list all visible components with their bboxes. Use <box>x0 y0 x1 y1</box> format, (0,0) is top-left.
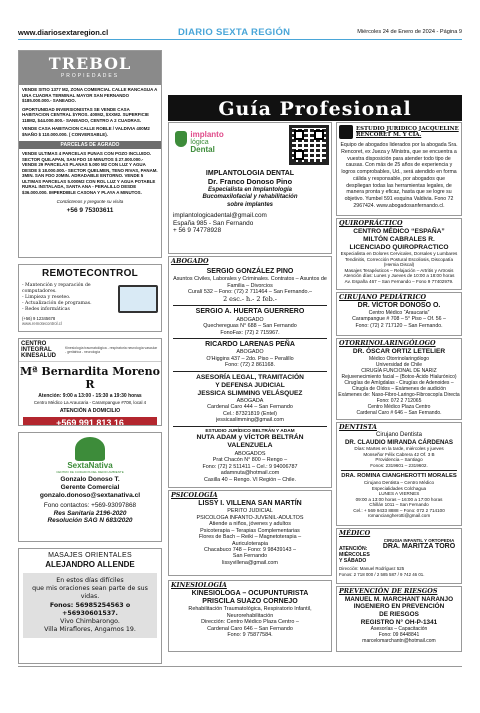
service-item: - Actualización de programas. <box>22 300 92 306</box>
implanto-logo-3: Dental <box>190 145 215 154</box>
quiro-name1: CENTRO MÉDICO “ESPAÑA” <box>353 227 445 235</box>
allende-box-line1: En estos días difíciles <box>56 576 124 584</box>
trebol-contact: Contáctenos y pregunte su visita <box>56 199 124 204</box>
dentista-l1: Días: Martes en la tarde, miércoles y jueves <box>354 446 444 452</box>
remotecontrol-phone[interactable]: (+56) 9 12345678 <box>22 316 56 321</box>
service-item: - Mantención y reparación de computadores. <box>22 283 91 294</box>
abogado-section <box>168 256 332 488</box>
psicologia-heading: PSICOLOGÍA <box>171 491 218 499</box>
parcelas-text: VENDE ULTIMAS 4 PARCELAS PUNAS CON POZO INCLUIDO. SECTOR QUILAPAN, SAN FDO 10 MINUTOS $ 27.000.000.- VENDE 29 PARCELAS PLANAS 5.000 M2 CON LUZ Y AGUA DESDE $ 18.000.000.- SECTOR QUELMEN, TENO RIVAS, PANAM. 3MIN. SAN FDO 20MIN. ADRADABLE ENTORNO. VENDE 5 ULTIMAS PARCELAS 5.000M2 CON ROL LUZ Y AGUA POTABLE RURAL INSTALADA, SANTA ANA - PERALILLO DESDE $36.000.000. IMPERDIBLE CASONA Y PLAYA A MINUTOS. <box>22 151 158 195</box>
kinesalud-tagline: Kinesiología traumatológica - respiratoria neurología vascular - geriátrica - neurología <box>65 345 158 354</box>
nuta-role: ABOGADOS <box>234 450 266 457</box>
gonzalez-hours: 2 esc.- h.- 2 feb.- <box>223 294 277 303</box>
sextanativa-res1: Res Sanitaria 2196-2020 <box>53 509 127 517</box>
divider <box>173 426 327 427</box>
sextanativa-brand: SextaNativa <box>67 461 113 470</box>
psicologia-l6: Chacabuco 748 – Fono: 9 98439143 – <box>203 546 296 553</box>
date-page: Miércoles 24 de Enero de 2024 - Página 9 <box>357 29 462 35</box>
otorrino-l4: Rejuvenecimiento facial – (Botox-Ácido Hialurónico) <box>341 373 457 380</box>
larenas-role: ABOGADO <box>236 349 264 356</box>
kine-l3: Dirección: Centro Médico Plaza Centro – <box>201 619 299 626</box>
medico-section <box>336 528 462 584</box>
psicologia-role: PERITO JUDICIAL <box>227 508 273 515</box>
header-rule <box>18 39 462 40</box>
riesgos-name3: DE RIESGOS <box>379 611 419 619</box>
psicologia-l8[interactable]: lissyvillena@gmail.com <box>222 559 278 566</box>
quiro-l4: Av. España 467 – San Fernando – Fono 9 77402979. <box>344 278 454 284</box>
kine-l2: Neurorehabilitación <box>226 612 274 619</box>
medico-head: CIRUGIA INFANTIL Y ORTOPEDIA <box>383 537 455 543</box>
medico-days <box>337 546 377 565</box>
otorrino-l8: Fono: 072 2 712065 <box>376 397 422 404</box>
divider <box>173 338 327 339</box>
asesoria-email[interactable]: jessicaslimming@gmail.com <box>216 417 284 424</box>
huerta-name: SERGIO A. HUERTA GUERRERO <box>195 308 305 316</box>
service-item: - Redes informáticas <box>22 306 70 312</box>
trebol-logo <box>19 51 161 85</box>
implanto-logo-2: lógica <box>190 139 209 146</box>
riesgos-heading: PREVENCIÓN DE RIESGOS <box>339 587 438 595</box>
psicologia-l7: San Fernando <box>232 553 268 560</box>
kinesalud-phone[interactable]: +569 991 813 16 <box>23 417 157 426</box>
allende-address: Villa Miraflores, Angamos 19. <box>44 626 136 634</box>
otorrino-l3: CIRUGÍA FUNCIONAL DE NARIZ <box>361 367 437 374</box>
kine-l1: Rehabilitación Traumatológica, Respiratorio Infantil, <box>188 606 312 613</box>
kinesiologia-heading: KINESIOLOGÍA <box>171 581 227 589</box>
romina-l6: Cel.: + 569 9433 8888 – Fono: 072 2 714100 <box>353 507 445 513</box>
remotecontrol-ad <box>18 264 162 332</box>
sextanativa-leaf-icon <box>75 437 105 461</box>
quiro-l3: Atención días: Lunes y Jueves de 10:00 a 18:00 horas <box>343 273 455 279</box>
gonzalez-desc: Asuntos Civiles, Laborales y Criminales. Contratos – Asuntos de Familia – Divorcios <box>173 276 327 289</box>
otorrino-heading: OTORRINOLARINGÓLOGO <box>339 339 436 347</box>
asesoria-name1: ASESORÍA LEGAL, TRAMITACIÓN <box>196 373 304 381</box>
psicologia-l3: Psicoterapia – Terapias Complementarias <box>200 527 300 534</box>
trebol-listing-2: OPORTUNIDAD INVERSIONISTAS SE VENDE CASA HABITACION CENTRAL $YROS. 400M2, $XXM2. SUPERFICIE 118M2, $44.000.000.- SANEADO, CENTRO A 2 CUADRAS. <box>22 106 149 123</box>
remotecontrol-services <box>22 283 118 313</box>
medico-addr: Dirección: Manuel Rodríguez 525 <box>339 566 405 572</box>
sextanativa-phone[interactable]: Fono contactos: +569-93097868 <box>43 501 137 509</box>
kinesalud-address: Centro Médico La Araucaria - Carampangue #708, local 4 <box>33 400 147 406</box>
medico-fono: Fonos: 2 718 000 / 2 585 587 / 9 742 46 01. <box>339 571 425 577</box>
dentista-heading: DENTISTA <box>339 423 377 431</box>
asesoria-cel: Cel.: 87321819 (Entel) <box>223 410 277 417</box>
divider <box>173 305 327 306</box>
service-item: - Limpieza y reseteo. <box>22 294 71 300</box>
parcelas-head: PARCELAS DE AGRADO <box>19 141 161 149</box>
tooth-icon <box>175 131 187 147</box>
otorrino-l7: Exámenes de: Naso-Fibro-Laringo-Fibroscopía Directa <box>338 391 460 398</box>
implanto-spec3: sobre implantes <box>226 201 273 208</box>
huerta-addr: Quechereguas N° 688 – San Fernando <box>203 323 297 330</box>
psicologia-l2: Atiende a niños, jóvenes y adultos <box>209 521 291 528</box>
huerta-fono: FonoFax: (72) 2 715967. <box>220 329 280 336</box>
kinesalud-ad <box>18 338 162 426</box>
laptop-icon <box>118 285 158 313</box>
cirujano-l3: Fono: (72) 2 717120 – San Fernando. <box>355 322 443 329</box>
trebol-brand-sub: PROPIEDADES <box>60 73 120 80</box>
asesoria-role: ABOGADA <box>236 397 264 404</box>
dentista-l4: Fonos: 2319601 – 2319602. <box>370 462 428 468</box>
romina-l4: 09:00 a 13:00 horas – 16:00 a 17:00 horas <box>355 496 443 502</box>
implanto-head: IMPLANTOLOGIA DENTAL <box>205 170 295 177</box>
trebol-brand: TREBOL <box>48 54 132 73</box>
kine-name1: KINESIOLOGA – OCUPUNTURISTA <box>191 589 309 597</box>
otorrino-name: DR. ÓSCAR ORTIZ LETELIER <box>352 347 446 355</box>
cirujano-name: DR. VÍCTOR DONOSO O. <box>357 301 441 309</box>
allende-city: Vivo Chimbarongo. <box>60 617 120 625</box>
implanto-block <box>168 122 332 254</box>
romina-l1: Cirujano Dentista – Centro Médico <box>363 480 435 486</box>
asesoria-name3: JESSICA SLIMMING VELÁSQUEZ <box>197 389 303 397</box>
sextanativa-role: Gerente Comercial <box>60 484 120 492</box>
riesgos-l3[interactable]: marcelomarchantn@hotmail.com <box>362 638 436 645</box>
psicologia-section <box>168 490 332 576</box>
trebol-listing-1: VENDE SITIO 1377 M2, ZONA COMERCIAL CALLE RANCAGUA A UNA CUADRA TERMINAL MAYOR SAN FERNANDO $185.000.000.- SANEADO. <box>22 87 158 103</box>
medico-d1: MIÉRCOLES <box>339 551 370 558</box>
bottom-rule <box>18 666 462 667</box>
kinesiologia-section <box>168 580 332 652</box>
trebol-phone[interactable]: +56 9 75303611 <box>66 206 114 214</box>
kinesalud-brand: CENTRO INTEGRAL KINESALUD <box>21 341 57 359</box>
quiro-l1: Especialista en Dolores Cervicales, Dorsales y Lumbares Tendinitis, Corrección Postural Escoliosis, Discopatía (Hernia Discal) <box>340 251 458 268</box>
cirujano-l1: Centro Médico “Araucaria” <box>368 310 430 317</box>
riesgos-section <box>336 586 462 652</box>
kine-name2: PRISCILA SUAZO CORNEJO <box>202 598 298 606</box>
site-url[interactable]: www.diariosextaregion.cl <box>18 28 109 37</box>
dentista-name: DR. CLAUDIO MIRANDA CÁRDENAS <box>344 438 454 446</box>
allende-message-box <box>23 573 157 638</box>
riesgos-l2: Fono: 09 8448841 <box>378 632 420 639</box>
implanto-doctor: Dr. Franco Donoso Pino <box>207 177 293 187</box>
quiro-l2: Masajes Terapéuticos – Relajación – Artritis y Artrosis <box>344 267 454 273</box>
cirujano-l2: Carampangue # 708 – 5° Piso – Of. 56 – <box>352 316 446 323</box>
asesoria-name2: Y DEFENSA JUDICIAL <box>215 381 285 389</box>
dentista-l3: Providencia – Santiago <box>375 457 423 463</box>
romina-name: DRA. ROMINA CIANGHEROTTI MORALES <box>341 473 457 480</box>
quiro-heading: QUIROPRÁCTICO <box>339 219 403 227</box>
otorrino-l9: Centro Médico Plaza Centro <box>367 403 431 410</box>
sextanativa-name: Gonzalo Donoso T. <box>60 476 120 484</box>
romina-l7[interactable]: romanciangherotti@gmail.com <box>367 513 431 519</box>
nuta-name1: NUTA ADAM y VÍCTOR BELTRÁN <box>196 434 304 442</box>
trebol-listings <box>19 85 161 141</box>
medico-name: DRA. MARITZA TORO <box>382 542 456 550</box>
scales-icon <box>339 125 353 139</box>
allende-line2: ALEJANDRO ALLENDE <box>45 560 135 570</box>
otorrino-section <box>336 338 462 420</box>
implanto-logo-1: implanto <box>190 130 224 139</box>
trebol-listing-3: VENDE CASA HABITACION CALLE ROBLE / VALDIVIA 400M2 $NAÑO $ 110.000.000. ( CONVERSABLE). <box>22 126 150 137</box>
dentista-role: Cirujano Dentista <box>375 431 423 438</box>
riesgos-name1: MANUEL M. MARCHANT NARANJO <box>344 595 454 603</box>
estudio-head1: ESTUDIO JURIDICO JACQUELINE <box>356 125 459 132</box>
psicologia-l4: Flores de Bach – Reiki – Magnetoterapia – <box>198 534 302 541</box>
sextanativa-email[interactable]: gonzalo.donoso@sextanativa.cl <box>39 492 141 499</box>
implanto-email[interactable]: implantologicadental@gmail.com <box>173 211 267 219</box>
romina-l2: Especialidades Colchagua <box>371 485 427 491</box>
otorrino-l10: Cardenal Caro # 646 – San Fernando. <box>356 409 442 416</box>
allende-ad <box>18 548 162 664</box>
riesgos-name4: REGISTRO N° OH-P-1341 <box>360 618 438 626</box>
nuta-casilla: Casilla 40 – Rengo. VI Región – Chile. <box>204 476 296 483</box>
remotecontrol-web[interactable]: www.remotecontrol.cl <box>22 321 62 327</box>
psicologia-name: LISSY I. VILLENA SAN MARTÍN <box>198 499 302 507</box>
estudio-head2: RENCORET M. Y CÍA. <box>356 132 422 138</box>
allende-box-line2: que mis oraciones sean parte de sus vidas. <box>32 585 148 601</box>
implanto-spec2: Bucomaxilofacial y rehabilitación <box>202 194 298 201</box>
newspaper-title: DIARIO SEXTA REGIÓN <box>178 27 291 38</box>
implanto-logo <box>171 125 289 165</box>
estudio-section <box>336 122 462 216</box>
medico-heading: MÉDICO <box>339 529 371 537</box>
psicologia-l5: Auriculoterapia <box>232 540 268 547</box>
medico-d2: Y SÁBADO <box>339 558 367 565</box>
kine-l5: Fono: 9 75877584. <box>227 632 273 639</box>
dentista-section <box>336 422 462 526</box>
cirujano-section <box>336 292 462 336</box>
gonzalez-addr: Curalí 532 – Fono: (72) 2 711464 – San Fernando.– <box>188 289 312 296</box>
sextanativa-ad <box>18 432 162 542</box>
qr-code-icon[interactable] <box>289 125 329 165</box>
allende-line1: MASAJES ORIENTALES <box>48 552 132 559</box>
dentista-l2: Monseñor Félix Cabrera 42 Of. 3 B <box>363 451 435 457</box>
otorrino-l1: Médico Otorrinolaringólogo <box>368 355 430 362</box>
quiro-name2: MILTÓN CABRALES R. <box>363 235 435 243</box>
nuta-name2: VALENZUELA <box>227 442 273 450</box>
sextanativa-sub: CENTRO DE CUIDADOS DEL MEDIO AMBIENTE <box>56 469 124 474</box>
otorrino-l2: Universidad de Chile <box>375 361 423 368</box>
estudio-text: Equipo de abogados liderados por la abogada Sra. Rencoret, ex Jueza y Ministra, que se encuentra a vuestra disposición para atender todo tipo de causas. Con más de 25 años de experiencia y logros comprobables, Ud., será atendido en forma cálida y responsable, por abogados que despliegan todas las herramientas legales, de manera pronta y eficaz, hasta que se logre su objetivo. Yumbel 591 esquina Valdivia. Fono 72 2967424. www.abogadosanfernando.cl. <box>340 142 458 209</box>
otorrino-l6: Cirugía de Oídos – Exámenes de audición <box>352 385 446 392</box>
implanto-phone[interactable]: + 56 9 74778928 <box>173 227 222 235</box>
nuta-email[interactable]: adamnuta@hotmail.com <box>220 470 280 477</box>
kine-l4: Cardenal Caro 646 – San Fernando <box>207 625 293 632</box>
quiro-section <box>336 218 462 290</box>
kinesalud-home: ATENCIÓN A DOMICILIO <box>59 407 121 414</box>
implanto-address: España 985 - San Fernando <box>173 219 254 227</box>
romina-l5: Chillán 1011 – San Fernando <box>369 502 429 508</box>
remotecontrol-brand: REMOTECONTROL <box>41 268 139 279</box>
nuta-head: ESTUDIO JURÍDICO BELTRÁN Y ADAM <box>205 428 295 434</box>
riesgos-l1: Asesorías – Capacitación <box>370 626 428 633</box>
nuta-addr: Prat Chacón N° 800 – Rengo – <box>212 457 288 464</box>
medico-att: ATENCIÓN: <box>339 545 368 552</box>
allende-phones[interactable]: Fonos: 56985254563 o +56930601537. <box>49 601 131 617</box>
sextanativa-res2: Resolución SAG N 683/2020 <box>47 517 133 525</box>
divider <box>173 371 327 372</box>
cirujano-heading: CIRUJANO PEDIÁTRICO <box>339 293 427 301</box>
nuta-fono: Fono: (72) 2 511411 – Cel.: 9 94006787 <box>202 463 298 470</box>
kinesalud-hours: Atención: 9:00 a 13:00 - 15:30 a 19:30 horas <box>38 393 142 400</box>
trebol-ad <box>18 50 162 258</box>
huerta-role: ABOGADO <box>236 316 264 323</box>
divider <box>341 470 457 471</box>
romina-l3: LUNES A VIERNES <box>378 491 420 497</box>
larenas-addr: O'Higgins 437 – 2do. Piso – Peralillo <box>206 355 294 362</box>
riesgos-name2: INGENIERO EN PREVENCIÓN <box>353 603 445 611</box>
psicologia-l1: PSICOLOGA INFANTO-JUVENIL-ADULTOS <box>196 514 304 521</box>
larenas-fono: Fono: (72) 2 861168. <box>225 362 275 369</box>
otorrino-l5: Cirugías de Amígdalas - Cirugías de Adenoides – <box>344 379 454 386</box>
gonzalez-name: SERGIO GONZÁLEZ PINO <box>206 267 294 275</box>
asesoria-addr: Cardenal Caro 444 – San Fernando <box>207 404 293 411</box>
abogado-heading: ABOGADO <box>171 257 209 265</box>
larenas-name: RICARDO LARENAS PEÑA <box>205 341 295 349</box>
implanto-spec1: Especialista en Implantología <box>207 187 293 194</box>
kinesalud-name: Mª Bernardita Moreno R <box>20 365 160 392</box>
quiro-name3: LICENCIADO QUIROPRACTICO <box>349 243 449 251</box>
guide-title: Guía Profesional <box>168 95 462 121</box>
